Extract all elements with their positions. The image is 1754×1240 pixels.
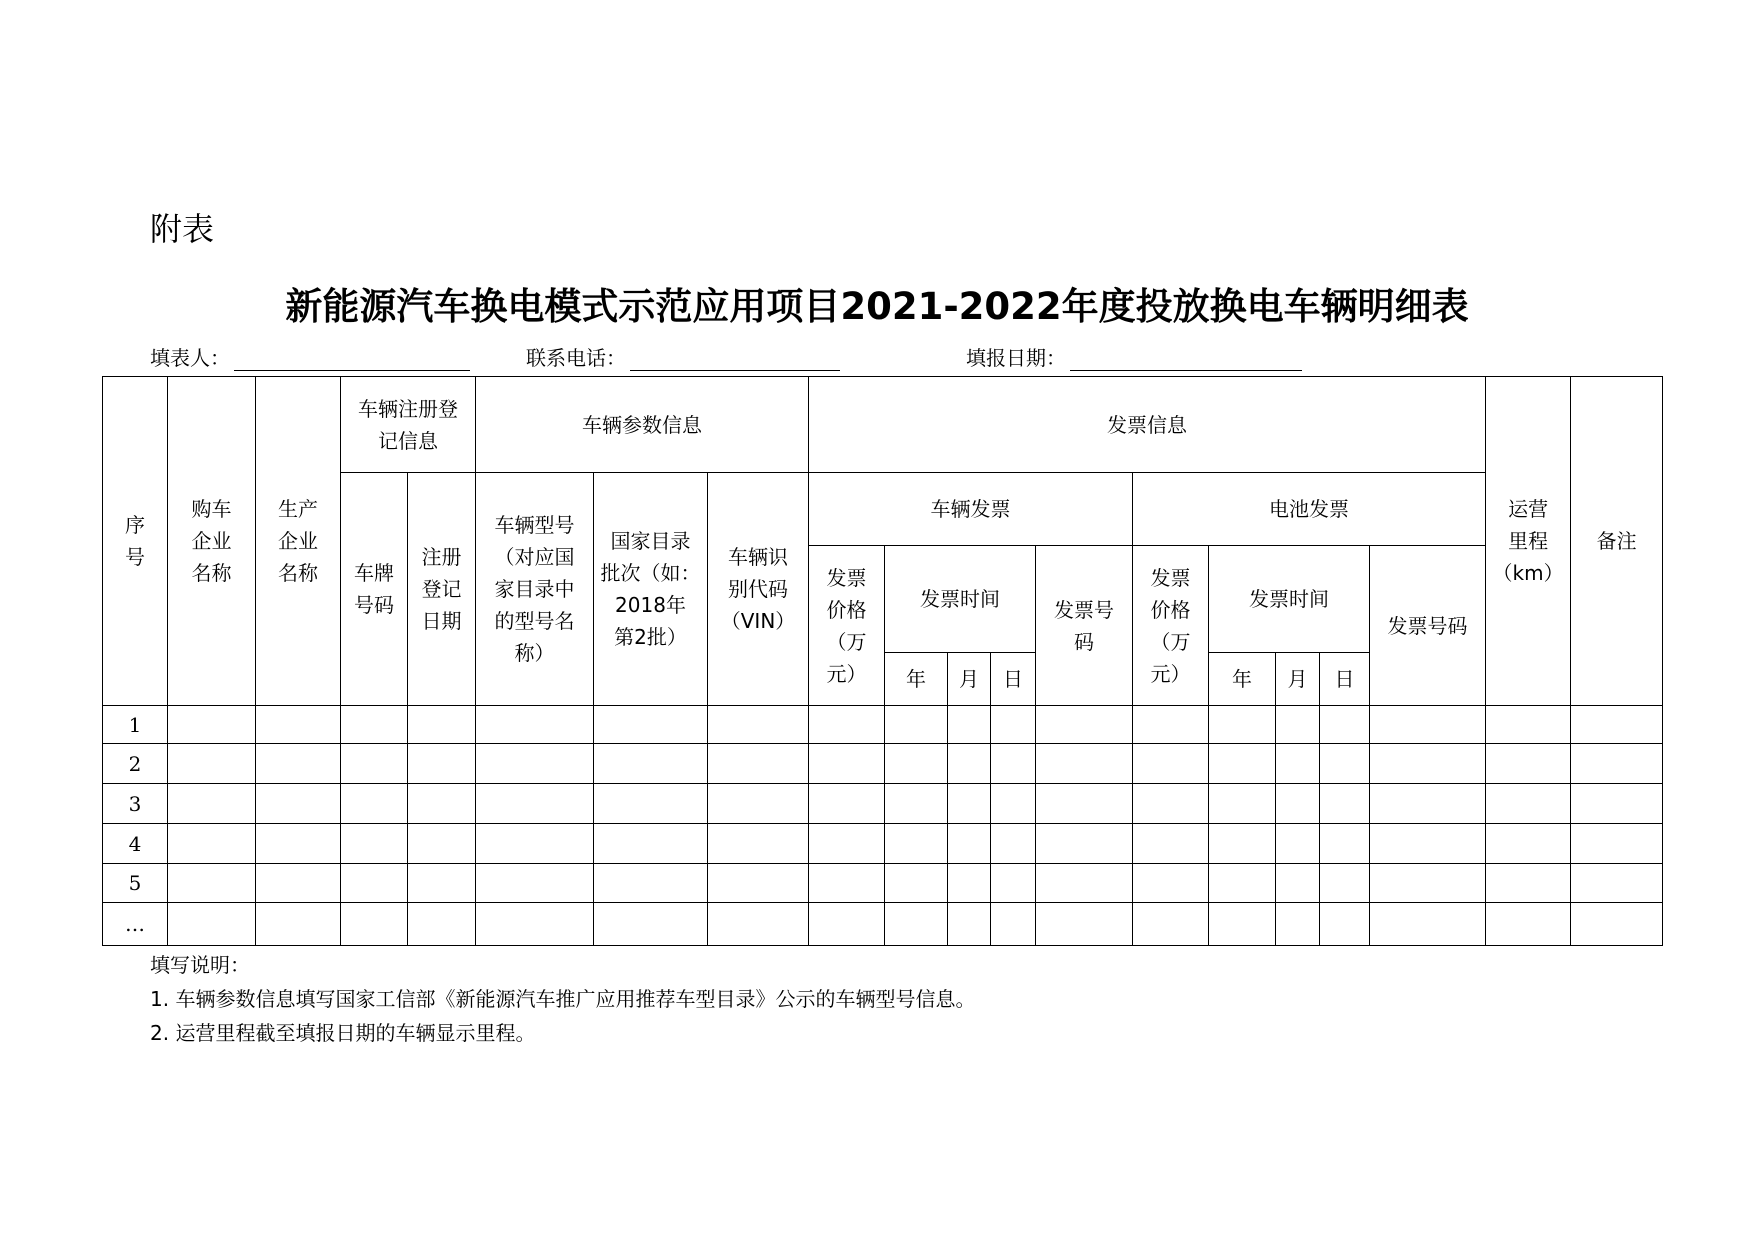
table-cell[interactable] [885,864,948,903]
table-cell[interactable] [341,824,408,864]
table-cell[interactable] [885,744,948,784]
table-cell[interactable] [1133,784,1209,824]
header-invoice-group: 发票信息 [809,377,1486,473]
table-row [103,744,1663,784]
table-cell[interactable] [1133,864,1209,903]
table-cell[interactable] [708,824,809,864]
table-cell[interactable] [1036,744,1133,784]
table-cell[interactable] [1571,744,1663,784]
table-cell[interactable] [1209,864,1276,903]
table-cell[interactable] [1133,903,1209,946]
table-cell[interactable] [476,784,594,824]
header-maker: 生产 企业 名称 [256,377,341,706]
table-cell[interactable] [1276,784,1320,824]
table-cell[interactable] [1320,903,1370,946]
table-cell[interactable] [1571,706,1663,744]
table-cell[interactable] [256,706,341,744]
table-cell[interactable] [948,784,991,824]
table-cell[interactable] [1276,744,1320,784]
table-cell[interactable] [809,784,885,824]
table-body [103,706,1663,946]
header-battery-month: 月 [1276,653,1320,706]
table-cell[interactable] [1486,824,1571,864]
table-cell[interactable] [809,744,885,784]
fill-instructions [150,948,975,1050]
table-cell[interactable] [991,784,1036,824]
table-cell[interactable] [408,903,476,946]
table-cell[interactable] [1486,864,1571,903]
phone-label: 联系电话： [526,346,626,370]
table-cell[interactable] [1320,744,1370,784]
table-cell[interactable] [1320,864,1370,903]
table-cell[interactable] [1209,784,1276,824]
table-cell[interactable] [809,706,885,744]
table-cell[interactable] [1276,864,1320,903]
date-label: 填报日期： [966,346,1066,370]
header-params-group: 车辆参数信息 [476,377,809,473]
table-cell[interactable] [341,903,408,946]
instruction-item-2: 2. 运营里程截至填报日期的车辆显示里程。 [150,1021,536,1045]
table-cell[interactable] [948,864,991,903]
table-cell[interactable] [948,706,991,744]
table-cell[interactable] [708,706,809,744]
date-field[interactable] [966,342,1302,371]
table-cell[interactable] [1276,706,1320,744]
filler-field[interactable] [150,342,470,371]
table-cell[interactable] [1370,784,1486,824]
table-cell[interactable] [341,744,408,784]
table-cell[interactable] [256,864,341,903]
row-seq-number: 5 [103,864,168,903]
date-blank-line[interactable] [1070,348,1302,371]
table-cell[interactable] [1209,706,1276,744]
table-cell[interactable] [168,864,256,903]
instruction-item-1: 1. 车辆参数信息填写国家工信部《新能源汽车推广应用推荐车型目录》公示的车辆型号信息。 [150,987,976,1011]
row-seq-number: 4 [103,824,168,864]
header-vehicle-year: 年 [885,653,948,706]
table-row [103,903,1663,946]
table-cell[interactable] [885,784,948,824]
table-cell[interactable] [1320,784,1370,824]
table-cell[interactable] [341,864,408,903]
table-cell[interactable] [168,784,256,824]
table-cell[interactable] [885,824,948,864]
table-cell[interactable] [1370,706,1486,744]
header-battery-day: 日 [1320,653,1370,706]
table-cell[interactable] [1571,864,1663,903]
table-cell[interactable] [341,784,408,824]
table-cell[interactable] [1133,824,1209,864]
header-vehicle-day: 日 [991,653,1036,706]
table-cell[interactable] [991,864,1036,903]
table-row [103,706,1663,744]
filler-blank-line[interactable] [234,348,470,371]
table-cell[interactable] [1209,903,1276,946]
table-cell[interactable] [991,903,1036,946]
table-cell[interactable] [168,744,256,784]
table-cell[interactable] [991,824,1036,864]
table-cell[interactable] [476,864,594,903]
header-buyer: 购车 企业 名称 [168,377,256,706]
table-cell[interactable] [256,824,341,864]
table-cell[interactable] [948,903,991,946]
row-seq-number: 2 [103,744,168,784]
row-seq-number: 1 [103,706,168,744]
table-cell[interactable] [168,706,256,744]
table-cell[interactable] [885,706,948,744]
table-cell[interactable] [408,864,476,903]
table-cell[interactable] [594,864,708,903]
table-cell[interactable] [594,706,708,744]
table-cell[interactable] [594,744,708,784]
table-cell[interactable] [408,784,476,824]
table-cell[interactable] [1571,903,1663,946]
header-battery-invoice-no: 发票号码 [1370,546,1486,706]
fill-in-fields [0,342,1754,368]
table-cell[interactable] [1320,824,1370,864]
table-row [103,784,1663,824]
table-cell[interactable] [168,824,256,864]
header-vehicle-invoice: 车辆发票 [809,473,1133,546]
table-cell[interactable] [1276,903,1320,946]
row-seq-number: 3 [103,784,168,824]
table-cell[interactable] [809,903,885,946]
header-registration-group: 车辆注册登 记信息 [341,377,476,473]
table-cell[interactable] [1370,864,1486,903]
table-cell[interactable] [256,903,341,946]
filler-label: 填表人： [150,346,230,370]
header-battery-invoice-time: 发票时间 [1209,546,1370,653]
table-cell[interactable] [1486,784,1571,824]
table-cell[interactable] [1571,784,1663,824]
table-cell[interactable] [594,784,708,824]
table-cell[interactable] [1036,706,1133,744]
table-cell[interactable] [1209,824,1276,864]
table-cell[interactable] [1276,824,1320,864]
header-mileage: 运营 里程 （km） [1486,377,1571,706]
table-cell[interactable] [168,903,256,946]
table-cell[interactable] [948,744,991,784]
table-cell[interactable] [991,744,1036,784]
table-row [103,824,1663,864]
page-title: 新能源汽车换电模式示范应用项目2021-2022年度投放换电车辆明细表 [285,285,1469,328]
vehicle-detail-table [102,376,1663,946]
table-cell[interactable] [1370,744,1486,784]
header-seq: 序 号 [103,377,168,706]
header-vehicle-invoice-time: 发票时间 [885,546,1036,653]
table-cell[interactable] [594,824,708,864]
table-cell[interactable] [594,903,708,946]
table-cell[interactable] [476,824,594,864]
header-catalog-batch: 国家目录 批次（如： 2018年 第2批） [594,473,708,706]
table-cell[interactable] [1370,903,1486,946]
table-cell[interactable] [885,903,948,946]
instructions-heading: 填写说明： [150,953,250,977]
table-cell[interactable] [256,784,341,824]
row-seq-number: … [103,903,168,946]
table-cell[interactable] [1036,784,1133,824]
table-cell[interactable] [476,744,594,784]
table-cell[interactable] [408,706,476,744]
table-cell[interactable] [1133,706,1209,744]
table-cell[interactable] [1486,903,1571,946]
table-cell[interactable] [476,903,594,946]
table-cell[interactable] [1036,824,1133,864]
header-vehicle-month: 月 [948,653,991,706]
table-cell[interactable] [809,864,885,903]
header-model: 车辆型号 （对应国 家目录中 的型号名 称） [476,473,594,706]
table-cell[interactable] [809,824,885,864]
header-battery-invoice-price: 发票 价格 （万 元） [1133,546,1209,706]
header-vehicle-invoice-price: 发票 价格 （万 元） [809,546,885,706]
appendix-label: 附表 [150,210,215,248]
table-cell[interactable] [1486,744,1571,784]
table-cell[interactable] [1571,824,1663,864]
header-vehicle-invoice-no: 发票号 码 [1036,546,1133,706]
table-cell[interactable] [991,706,1036,744]
header-plate: 车牌 号码 [341,473,408,706]
table-cell[interactable] [1036,903,1133,946]
table-cell[interactable] [256,744,341,784]
table-cell[interactable] [408,744,476,784]
header-vin: 车辆识 别代码 （VIN） [708,473,809,706]
table-cell[interactable] [341,706,408,744]
table-cell[interactable] [1320,706,1370,744]
header-battery-invoice: 电池发票 [1133,473,1486,546]
table-cell[interactable] [1486,706,1571,744]
header-battery-year: 年 [1209,653,1276,706]
table-cell[interactable] [708,784,809,824]
table-cell[interactable] [708,903,809,946]
table-cell[interactable] [948,824,991,864]
table-cell[interactable] [708,864,809,903]
table-cell[interactable] [708,744,809,784]
header-reg-date: 注册 登记 日期 [408,473,476,706]
table-cell[interactable] [476,706,594,744]
phone-blank-line[interactable] [630,348,840,371]
phone-field[interactable] [526,342,840,371]
table-cell[interactable] [1133,744,1209,784]
table-cell[interactable] [408,824,476,864]
header-remarks: 备注 [1571,377,1663,706]
table-cell[interactable] [1036,864,1133,903]
table-cell[interactable] [1209,744,1276,784]
table-cell[interactable] [1370,824,1486,864]
table-row [103,864,1663,903]
